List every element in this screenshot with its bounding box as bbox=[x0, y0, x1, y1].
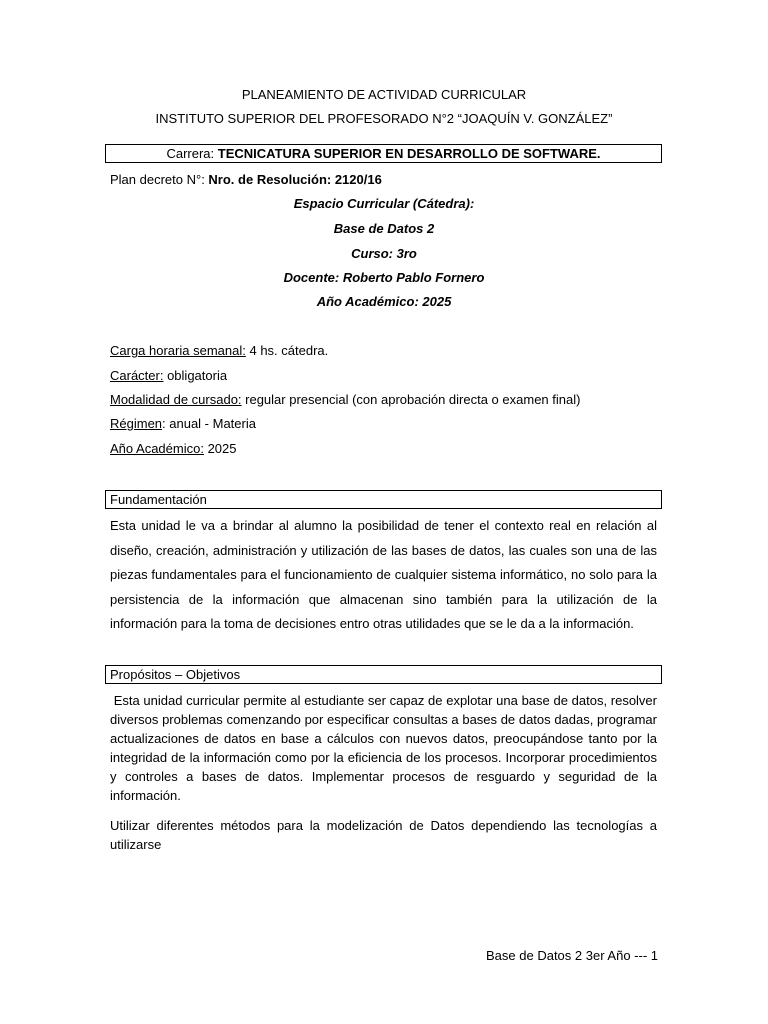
detail-label: Modalidad de cursado: bbox=[110, 392, 242, 407]
fundamentacion-line: información para la toma de decisiones entro otras utilidades que se le da a la información. bbox=[110, 616, 634, 631]
carrera-value: TECNICATURA SUPERIOR EN DESARROLLO DE SOFTWARE. bbox=[214, 146, 601, 161]
propositos-line: diversos problemas comenzando por especificar consultas a bases de datos dadas, programar bbox=[110, 712, 657, 727]
detail-regimen bbox=[110, 416, 256, 431]
propositos-line: actualizaciones de datos en base a cálculos con nuevos datos, preocupándose tanto por la bbox=[110, 731, 657, 746]
detail-label: Régimen bbox=[110, 416, 163, 431]
fundamentacion-heading: Fundamentación bbox=[105, 490, 662, 509]
fundamentacion-line: persistencia de la información que almacenan sino también para la utilización de la bbox=[110, 592, 657, 607]
fundamentacion-line: diseño, creación, administración y utilización de las bases de datos, las cuales son una de las bbox=[110, 543, 657, 558]
plan-decreto bbox=[110, 172, 382, 187]
page-footer: Base de Datos 2 3er Año --- 1 bbox=[486, 948, 658, 963]
detail-caracter bbox=[110, 368, 227, 383]
academic-year: Año Académico: 2025 bbox=[316, 294, 452, 309]
detail-label: Carácter: bbox=[110, 368, 164, 383]
detail-value: : anual - Materia bbox=[162, 416, 256, 431]
document-header-line2: INSTITUTO SUPERIOR DEL PROFESORADO N°2 “JOAQUÍN V. GONZÁLEZ” bbox=[155, 111, 613, 126]
subject-name: Base de Datos 2 bbox=[333, 221, 435, 236]
course-level: Curso: 3ro bbox=[351, 246, 417, 261]
propositos-line: y controles a bases de datos. Implementar procesos de resguardo y seguridad de la bbox=[110, 769, 657, 784]
detail-modalidad bbox=[110, 392, 580, 407]
carrera-label: Carrera: bbox=[166, 146, 215, 161]
plan-label: Plan decreto N°: bbox=[110, 172, 209, 187]
propositos-heading: Propósitos – Objetivos bbox=[105, 665, 662, 684]
document-header-line1: PLANEAMIENTO DE ACTIVIDAD CURRICULAR bbox=[241, 87, 527, 102]
detail-anio-academico bbox=[110, 441, 237, 456]
fundamentacion-line: piezas fundamentales para el funcionamiento de cualquier sistema informático, no solo para la bbox=[110, 567, 657, 582]
detail-value: regular presencial (con aprobación directa o examen final) bbox=[241, 392, 581, 407]
teacher-name: Docente: Roberto Pablo Fornero bbox=[283, 270, 485, 285]
propositos-extra-line: utilizarse bbox=[110, 837, 162, 852]
detail-value: obligatoria bbox=[163, 368, 228, 383]
detail-value: 2025 bbox=[203, 441, 237, 456]
propositos-line: información. bbox=[110, 788, 181, 803]
detail-label: Año Académico: bbox=[110, 441, 204, 456]
propositos-line: Esta unidad curricular permite al estudiante ser capaz de explotar una base de datos, resolver bbox=[110, 693, 657, 708]
detail-carga-horaria bbox=[110, 343, 328, 358]
detail-value: 4 hs. cátedra. bbox=[245, 343, 329, 358]
detail-label: Carga horaria semanal: bbox=[110, 343, 246, 358]
propositos-line: integridad de la información como por la eficiencia de los procesos. Incorporar procedimientos bbox=[110, 750, 657, 765]
espacio-curricular-label: Espacio Curricular (Cátedra): bbox=[293, 196, 475, 211]
carrera-box bbox=[105, 144, 662, 163]
plan-value: Nro. de Resolución: 2120/16 bbox=[208, 172, 382, 187]
fundamentacion-line: Esta unidad le va a brindar al alumno la posibilidad de tener el contexto real en relación al bbox=[110, 518, 657, 533]
propositos-extra-line: Utilizar diferentes métodos para la modelización de Datos dependiendo las tecnologías a bbox=[110, 818, 657, 833]
